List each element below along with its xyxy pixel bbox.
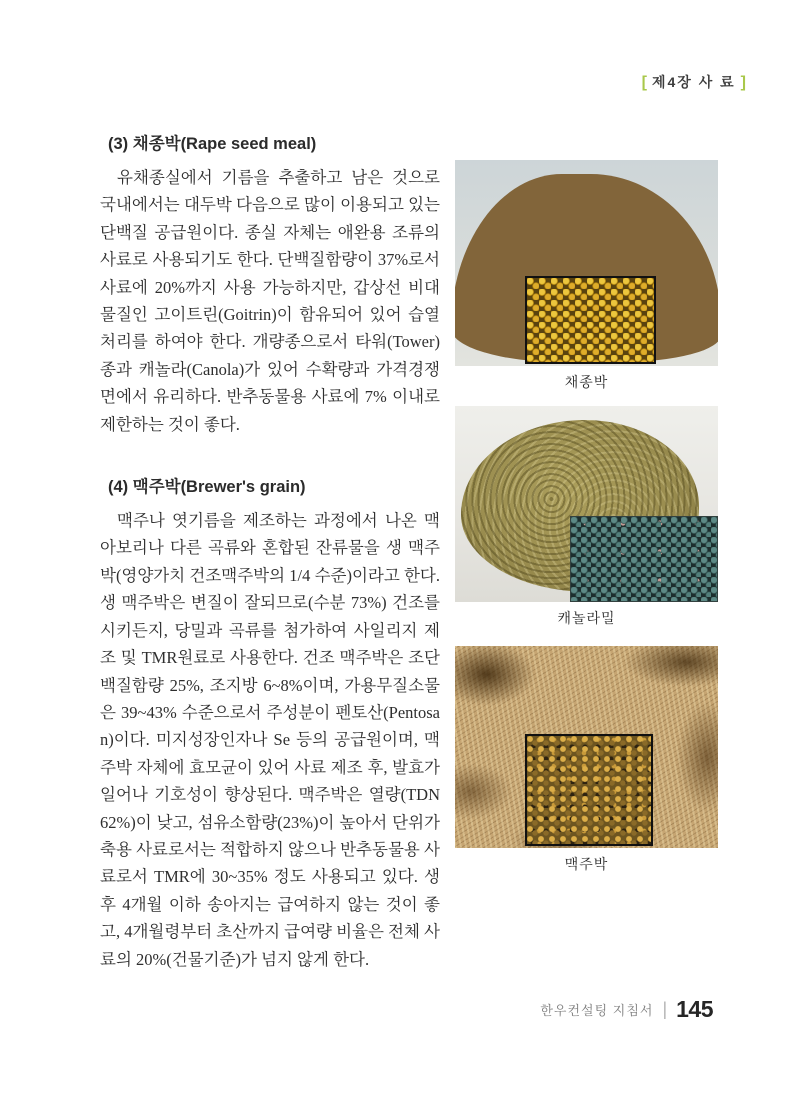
text-column — [100, 132, 440, 997]
figure-canola-meal — [455, 406, 718, 628]
footer-separator: | — [662, 999, 668, 1019]
header-bracket-open: [ — [641, 74, 647, 91]
seed-inset-photo — [525, 276, 656, 364]
canola-meal-photo — [455, 406, 718, 602]
figure-rape-seed-meal — [455, 160, 718, 392]
brewers-grain-photo — [455, 646, 718, 848]
page-footer — [540, 996, 713, 1023]
rape-seed-meal-photo — [455, 160, 718, 366]
seed-inset-photo — [570, 516, 718, 602]
chapter-header — [642, 72, 746, 92]
chapter-title: 제4장 사 료 — [652, 74, 736, 90]
footer-book-title: 한우컨설팅 지침서 — [540, 1003, 654, 1018]
figure-caption: 채종박 — [564, 374, 609, 390]
figure-brewers-grain — [455, 646, 718, 874]
grain-inset-photo — [525, 734, 653, 846]
section-rape-seed-meal — [100, 132, 440, 438]
section-paragraph: 맥주나 엿기름을 제조하는 과정에서 나온 맥아보리나 다른 곡류와 혼합된 잔류물을 생 맥주박(영양가치 건조맥주박의 1/4 수준)이라고 한다. 생 맥주박은 변질이 잘되므로(수분 73%) 건조를 시키든지, 당밀과 곡류를 첨가하여 사일리지 제조 및 TMR원료로 사용한다. 건조 맥주박은 조단백질함량 25%, 조지방 6~8%이며, 가용무질소물은 39~43% 수준으로서 주성분이 펜토산(Pentosan)이다. 미지성장인자나 Se 등의 공급원이며, 맥주박 자체에 효모균이 있어 사료 제조 후, 발효가 일어나 기호성이 향상된다. 맥주박은 열량(TDN 62%)이 낮고, 섬유소함량(23%)이 높아서 단위가축용 사료로서는 적합하지 않으나 반추동물용 사료로서 TMR에 30~35% 정도 사용되고 있다. 생후 4개월 이하 송아지는 급여하지 않는 것이 좋고, 4개월령부터 초산까지 급여량 비율은 전체 사료의 20%(건물기준)가 넘지 않게 한다. — [100, 511, 440, 969]
page-number: 145 — [676, 996, 713, 1022]
section-paragraph: 유채종실에서 기름을 추출하고 남은 것으로 국내에서는 대두박 다음으로 많이 이용되고 있는 단백질 공급원이다. 종실 자체는 애완용 조류의 사료로 사용되기도 한다. 단백질함량이 37%로서 사료에 20%까지 사용 가능하지만, 갑상선 비대물질인 고이트린(Goitrin)이 함유되어 있어 습열처리를 하여야 한다. 개량종으로서 타워(Tower)종과 캐놀라(Canola)가 있어 수확량과 가격경쟁 면에서 유리하다. 반추동물용 사료에 7% 이내로 제한하는 것이 좋다. — [100, 168, 440, 434]
section-heading: (3) 채종박(Rape seed meal) — [108, 135, 317, 153]
header-bracket-close: ] — [740, 74, 746, 91]
section-heading: (4) 맥주박(Brewer's grain) — [108, 478, 306, 497]
section-brewers-grain — [100, 475, 440, 973]
figure-caption: 캐놀라밀 — [557, 610, 616, 626]
figure-caption: 맥주박 — [564, 856, 609, 872]
